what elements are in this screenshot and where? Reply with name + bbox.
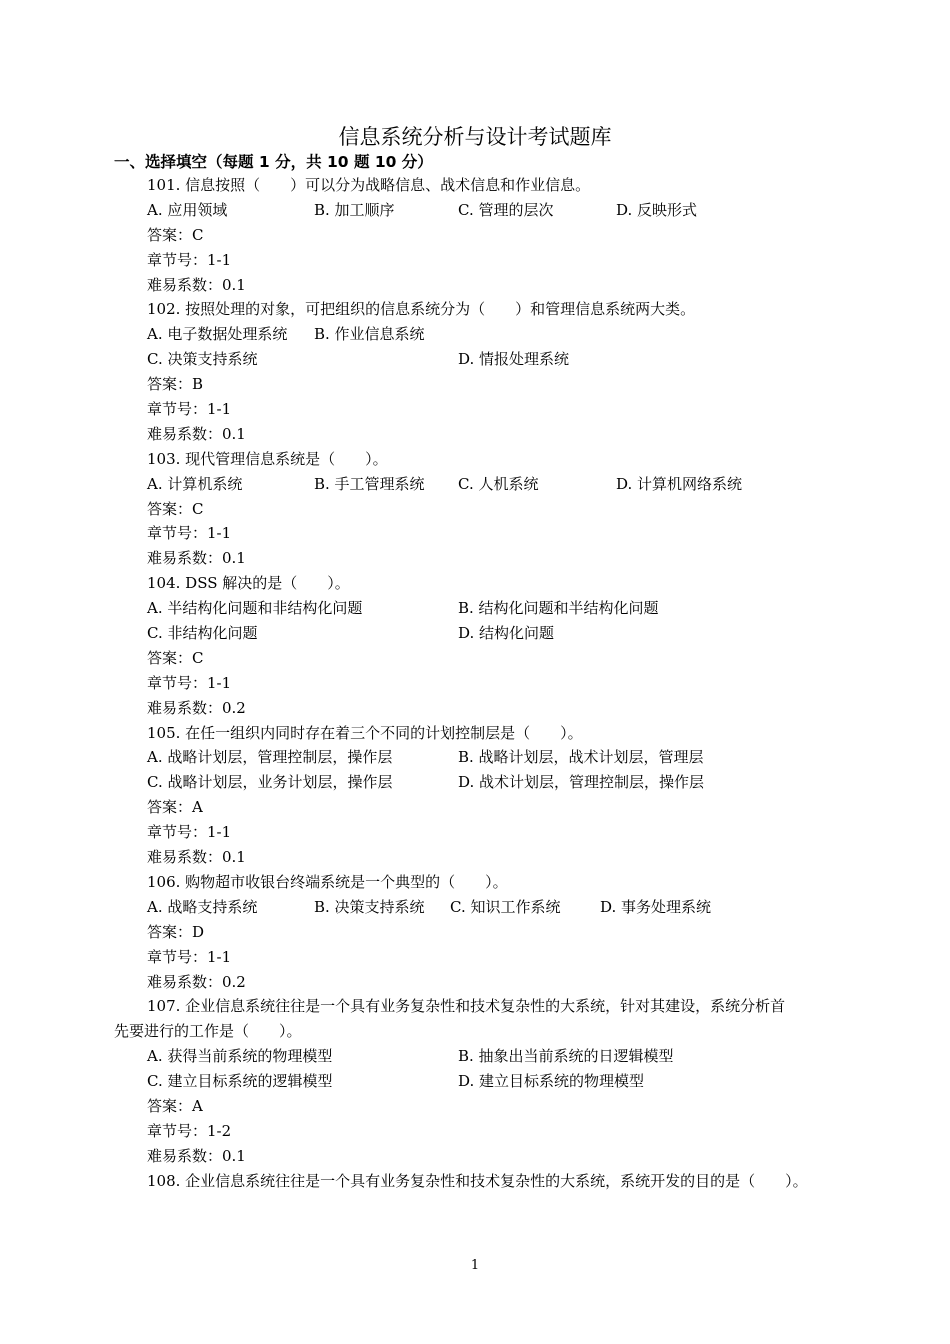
question-options [114, 322, 844, 347]
option-a: A. 战略支持系统 [147, 897, 258, 916]
option-a: A. 电子数据处理系统 [147, 325, 288, 344]
option-d: D. 事务处理系统 [600, 897, 712, 916]
chapter-number: 章节号：1-1 [147, 400, 232, 419]
option-c: C. 人机系统 [458, 474, 539, 493]
option-c: C. 非结构化问题 [147, 624, 258, 643]
chapter-number: 章节号：1-1 [147, 673, 232, 692]
option-b: B. 抽象出当前系统的日逻辑模型 [458, 1047, 674, 1066]
question-stem: 107. 企业信息系统往往是一个具有业务复杂性和技术复杂性的大系统，针对其建设，系统分析首 [147, 997, 786, 1016]
difficulty: 难易系数：0.1 [147, 549, 246, 568]
option-c: C. 知识工作系统 [450, 897, 561, 916]
difficulty: 难易系数：0.1 [147, 1146, 246, 1165]
question-stem: 101. 信息按照（ ）可以分为战略信息、战术信息和作业信息。 [147, 176, 591, 194]
option-d: D. 反映形式 [616, 200, 698, 219]
question-options [114, 895, 844, 920]
difficulty: 难易系数：0.2 [147, 972, 246, 991]
question-options [114, 1044, 844, 1069]
option-c: C. 决策支持系统 [147, 350, 258, 369]
option-a: A. 获得当前系统的物理模型 [147, 1047, 333, 1066]
option-b: B. 作业信息系统 [314, 325, 425, 344]
option-c: C. 战略计划层，业务计划层，操作层 [147, 773, 393, 792]
question-stem: 102. 按照处理的对象，可把组织的信息系统分为（ ）和管理信息系统两大类。 [147, 300, 696, 319]
question-options [114, 770, 844, 795]
page-number: 1 [470, 1258, 480, 1273]
chapter-number: 章节号：1-1 [147, 524, 232, 543]
option-c: C. 管理的层次 [458, 200, 554, 219]
answer: 答案：C [147, 225, 204, 244]
answer: 答案：A [147, 1096, 203, 1115]
answer: 答案：D [147, 922, 205, 941]
question-options [114, 745, 844, 770]
difficulty: 难易系数：0.1 [147, 424, 246, 443]
question-options [114, 472, 844, 497]
document-title: 信息系统分析与设计考试题库 [338, 125, 612, 149]
chapter-number: 章节号：1-1 [147, 823, 232, 842]
option-b: B. 结构化问题和半结构化问题 [458, 599, 659, 618]
option-d: D. 结构化问题 [458, 624, 555, 643]
option-b: B. 决策支持系统 [314, 897, 425, 916]
option-b: B. 手工管理系统 [314, 474, 425, 493]
question-options [114, 198, 844, 223]
question-options [114, 1069, 844, 1094]
option-b: B. 加工顺序 [314, 200, 395, 219]
chapter-number: 章节号：1-1 [147, 947, 232, 966]
answer: 答案：C [147, 648, 204, 667]
option-d: D. 情报处理系统 [458, 350, 570, 369]
question-stem: 108. 企业信息系统往往是一个具有业务复杂性和技术复杂性的大系统，系统开发的目的是（ ）。 [147, 1171, 808, 1190]
question-stem: 106. 购物超市收银台终端系统是一个典型的（ ）。 [147, 872, 508, 891]
difficulty: 难易系数：0.1 [147, 275, 246, 294]
question-options [114, 596, 844, 621]
option-d: D. 建立目标系统的物理模型 [458, 1072, 645, 1091]
option-d: D. 计算机网络系统 [616, 474, 743, 493]
difficulty: 难易系数：0.2 [147, 698, 246, 717]
question-stem: 104. DSS 解决的是（ ）。 [147, 574, 350, 593]
section-heading: 一、选择填空（每题 1 分，共 10 题 10 分） [114, 153, 433, 171]
answer: 答案：B [147, 375, 204, 394]
option-b: B. 战略计划层，战术计划层，管理层 [458, 748, 704, 767]
question-options [114, 621, 844, 646]
difficulty: 难易系数：0.1 [147, 848, 246, 867]
question-options [114, 347, 844, 372]
question-stem: 103. 现代管理信息系统是（ ）。 [147, 449, 388, 468]
answer: 答案：A [147, 798, 203, 817]
option-a: A. 战略计划层，管理控制层，操作层 [147, 748, 393, 767]
chapter-number: 章节号：1-2 [147, 1121, 232, 1140]
option-a: A. 计算机系统 [147, 474, 243, 493]
answer: 答案：C [147, 499, 204, 518]
option-a: A. 应用领域 [147, 200, 228, 219]
question-stem-continued: 先要进行的工作是（ ）。 [114, 1022, 302, 1041]
option-a: A. 半结构化问题和非结构化问题 [147, 599, 363, 618]
question-list [114, 173, 844, 1194]
option-c: C. 建立目标系统的逻辑模型 [147, 1072, 333, 1091]
question-stem: 105. 在任一组织内同时存在着三个不同的计划控制层是（ ）。 [147, 723, 583, 742]
chapter-number: 章节号：1-1 [147, 250, 232, 269]
option-d: D. 战术计划层，管理控制层，操作层 [458, 773, 705, 792]
